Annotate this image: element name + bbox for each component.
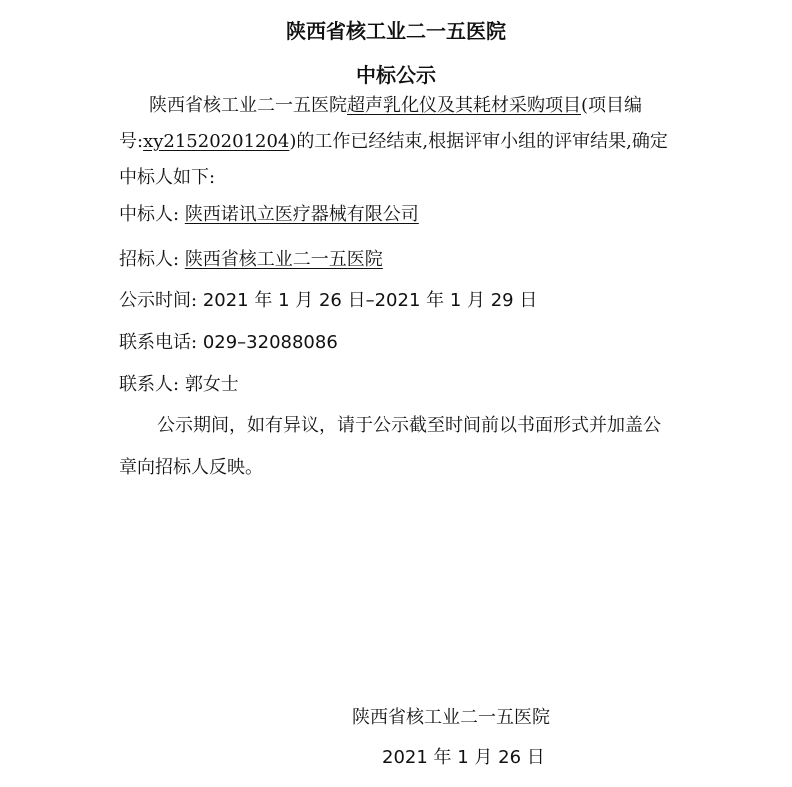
signature-org: 陕西省核工业二一五医院 bbox=[352, 707, 550, 728]
signature-date: 2021 年 1 月 26 日 bbox=[382, 747, 545, 768]
project-no-label: 号: bbox=[119, 131, 144, 152]
contact-value: 郭女士 bbox=[184, 374, 239, 395]
intro-hospital: 陕西省核工业二一五医院 bbox=[149, 95, 347, 116]
notice-title: 中标公示 bbox=[356, 63, 436, 87]
project-no-prefix: (项目编 bbox=[581, 95, 643, 116]
phone-line bbox=[119, 331, 338, 355]
project-name: 超声乳化仪及其耗材采购项目 bbox=[347, 95, 581, 116]
intro-line-3: 中标人如下: bbox=[119, 167, 216, 188]
intro-line-2 bbox=[119, 130, 668, 154]
winner-line bbox=[119, 203, 419, 227]
winner-label: 中标人: bbox=[119, 204, 180, 225]
period-value: 2021 年 1 月 26 日–2021 年 1 月 29 日 bbox=[202, 290, 538, 311]
period-label: 公示时间: bbox=[119, 290, 198, 311]
objection-line-1: 公示期间，如有异议，请于公示截至时间前以书面形式并加盖公 bbox=[157, 415, 661, 436]
contact-line bbox=[119, 373, 239, 397]
tenderer-line bbox=[119, 248, 383, 272]
project-number: xy21520201204 bbox=[143, 131, 290, 152]
phone-label: 联系电话: bbox=[119, 332, 198, 353]
intro-line-1 bbox=[149, 94, 642, 118]
contact-label: 联系人: bbox=[119, 374, 180, 395]
org-title: 陕西省核工业二一五医院 bbox=[286, 19, 506, 43]
tenderer-label: 招标人: bbox=[119, 249, 180, 270]
tenderer-name: 陕西省核工业二一五医院 bbox=[184, 249, 383, 270]
objection-line-2: 章向招标人反映。 bbox=[119, 457, 263, 478]
winner-name: 陕西诺讯立医疗器械有限公司 bbox=[184, 204, 419, 225]
period-line bbox=[119, 289, 537, 313]
phone-value: 029–32088086 bbox=[202, 332, 338, 353]
intro-text-after-no: )的工作已经结束,根据评审小组的评审结果,确定 bbox=[289, 131, 668, 152]
